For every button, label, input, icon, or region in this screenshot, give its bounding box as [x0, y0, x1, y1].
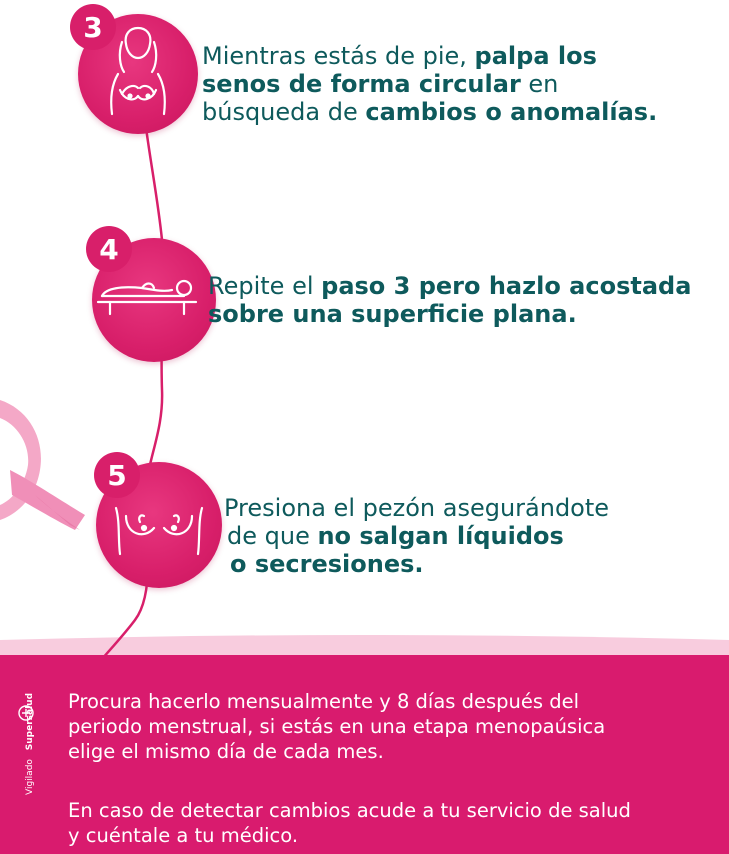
step-4-line-1: Repite el paso 3 pero hazlo acostada	[208, 272, 692, 300]
step-4-text	[208, 272, 691, 328]
footer-p2-line-1: En caso de detectar cambios acude a tu servicio de salud	[68, 799, 631, 822]
footer-paragraph-2	[68, 798, 631, 848]
footer-p1-line-3: elige el mismo día de cada mes.	[68, 740, 384, 763]
footer-p1-line-2: periodo menstrual, si estás en una etapa menopaúsica	[68, 715, 606, 738]
step-3-line-2: senos de forma circular en	[202, 70, 559, 98]
step-5-line-2: de que no salgan líquidos	[227, 522, 564, 550]
step-3-line-3: búsqueda de cambios o anomalías.	[202, 98, 658, 126]
step-4-line-2: sobre una superficie plana.	[208, 300, 577, 328]
step-5-line-1: Presiona el pezón asegurándote	[224, 494, 610, 522]
step-3-line-1: Mientras estás de pie, palpa los	[202, 42, 597, 70]
step-3-badge: 3	[70, 4, 116, 50]
footer-paragraph-1	[68, 689, 605, 764]
step-3-text	[202, 42, 657, 126]
step-5-badge: 5	[94, 452, 140, 498]
footer-p1-line-1: Procura hacerlo mensualmente y 8 días después del	[68, 690, 580, 713]
footer-p2-line-2: y cuéntale a tu médico.	[68, 824, 299, 847]
ribbon-graphic	[0, 400, 85, 530]
vigilado-supersalud-label: Vigilado Supersalud	[25, 692, 35, 795]
step-5-line-3: o secresiones.	[230, 550, 424, 578]
step-5-text	[224, 494, 609, 578]
step-4-badge: 4	[86, 226, 132, 272]
